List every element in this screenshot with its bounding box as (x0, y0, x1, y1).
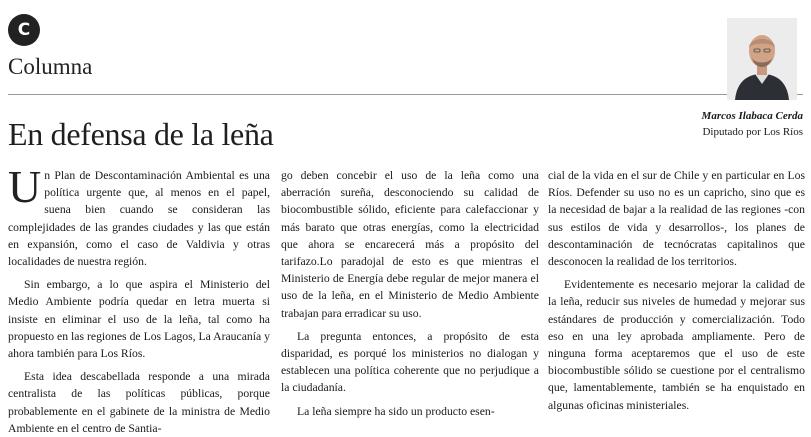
article-paragraph: cial de la vida en el sur de Chile y en particular en Los Ríos. Defender su uso no es un capricho, sino que es la necesidad de bajar a la realidad de las regiones -con sus estilos de vida y desarrollos-, los planes de descontaminación de tecnócratas capitalinos que desconocen la realidad de los territorios. (548, 169, 805, 269)
portrait-illustration (727, 18, 797, 100)
author-portrait-icon (727, 18, 797, 100)
article-paragraph: Un Plan de Descontaminación Ambiental es una política urgente que, al menos en el papel, suena bien cuando se consideran las complejidades de las grandes ciudades y las que están en expansión, como el caso de Valdivia y otras localidades de nuestra región. (8, 161, 270, 269)
author-name: Marcos Ilabaca Cerda (701, 110, 803, 122)
article-paragraph: Evidentemente es necesario mejorar la calidad de la leña, reducir sus niveles de humedad y mejorar sus estándares de producción y comercialización. Todo eso en una ley aprobada ampliamente. Pero de ninguna forma aceptaremos que el uso de este biocombustible sólido se cuestione por el centralismo que, lamentablemente, también se ha enquistado en algunas oficinas ministeriales. (548, 278, 805, 412)
article-paragraph: Sin embargo, a lo que aspira el Ministerio del Medio Ambiente podría quedar en letra muerta si insiste en eliminar el uso de la leña, tal como ha propuesto en las regiones de Los Lagos, La Araucanía y ahora también para Los Ríos. (8, 278, 270, 361)
author-role: Diputado por Los Ríos (702, 126, 803, 138)
article-column-3 (548, 167, 805, 415)
article-paragraph: go deben concebir el uso de la leña como una aberración sureña, desconociendo su calidad de biocombustible sólido, eficiente para calefaccionar y más barato que otras energías, como la electricidad que ahora se encarecerá más a propósito del tarifazo.Lo paradojal de esto es que mientras el Ministerio de Energía debe regular de mejor manera el uso de la leña, en el Ministerio de Medio Ambiente trabajan para erradicar su uso. (281, 169, 539, 320)
article-paragraph: Esta idea descabellada responde a una mirada centralista de las políticas públicas, porque probablemente en el gabinete de la ministra de Medio Ambiente en el centro de Santia- (8, 370, 270, 435)
article-headline: En defensa de la leña (8, 116, 274, 152)
section-label: Columna (8, 54, 93, 79)
article-column-2 (281, 167, 539, 418)
column-badge: C (8, 14, 40, 46)
article-paragraph: La pregunta entonces, a propósito de esta disparidad, es porqué los ministerios no dialogan y establecen una política coherente que no perjudique a la ciudadanía. (281, 329, 539, 395)
drop-cap: U (8, 161, 42, 212)
article-column-1 (8, 161, 270, 435)
section-divider (8, 94, 803, 95)
article-paragraph: La leña siempre ha sido un producto esen- (297, 404, 495, 418)
